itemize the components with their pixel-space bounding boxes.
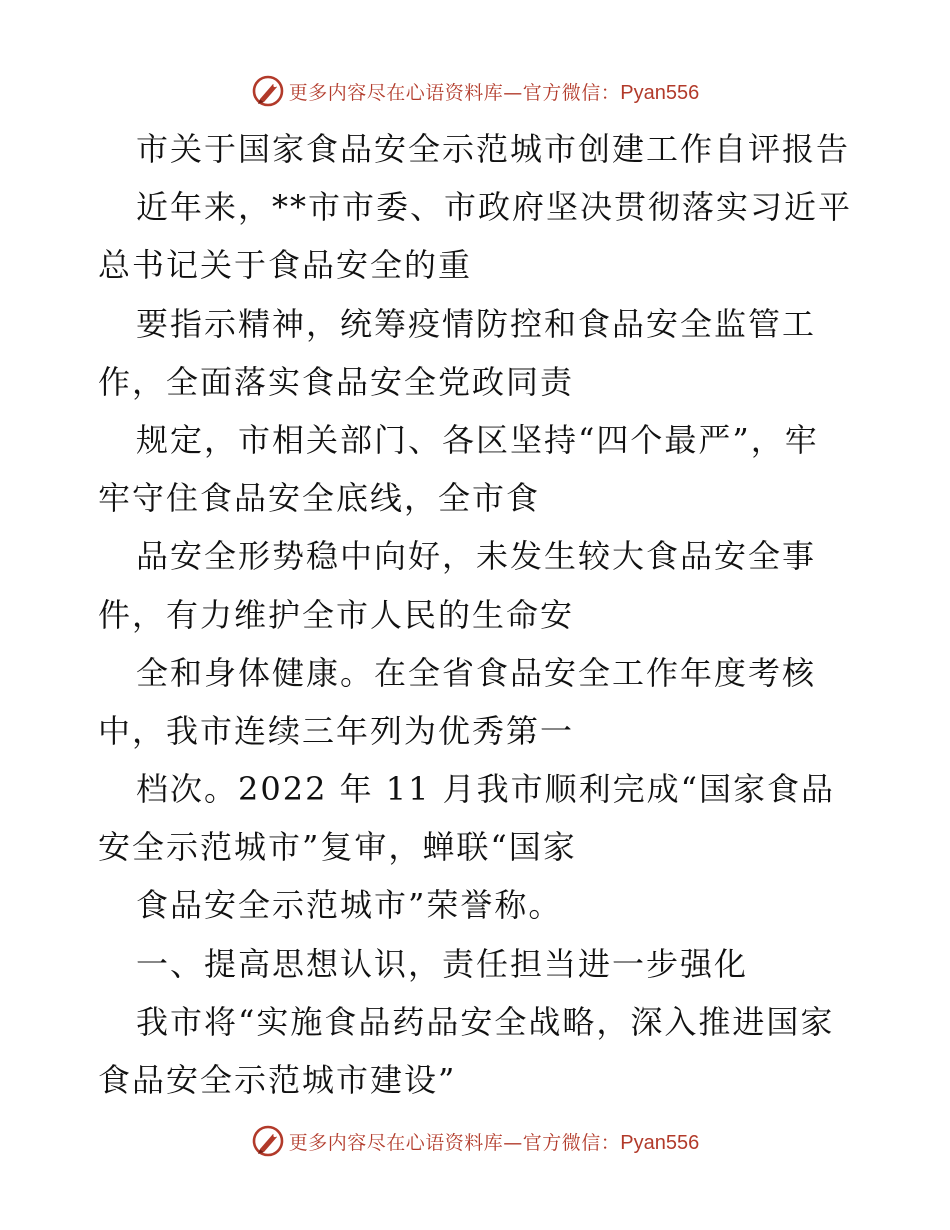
paragraph-line: 件，有力维护全市人民的生命安 (98, 595, 575, 634)
paragraph-line: 安全示范城市”复审，蝉联“国家 (98, 828, 577, 867)
paragraph-line: 牢守住食品安全底线，全市食 (98, 479, 541, 518)
watermark-text: 更多内容尽在心语资料库—官方微信：Pyan556 (288, 81, 700, 104)
watermark-text: 更多内容尽在心语资料库—官方微信：Pyan556 (288, 1131, 700, 1154)
document-title: 市关于国家食品安全示范城市创建工作自评报告 (136, 130, 851, 168)
paragraph-line: 近年来，**市市委、市政府坚决贯彻落实习近平 (136, 188, 853, 227)
paragraph-line: 全和身体健康。在全省食品安全工作年度考核 (136, 653, 817, 692)
paragraph-line: 品安全形势稳中向好，未发生较大食品安全事 (136, 537, 817, 576)
watermark-footer (0, 1121, 950, 1161)
seal-pen-icon (251, 74, 285, 108)
paragraph-line: 档次。2022 年 11 月我市顺利完成“国家食品 (136, 770, 836, 809)
paragraph-line: 要指示精神，统筹疫情防控和食品安全监管工 (136, 304, 817, 343)
watermark-header (0, 71, 950, 111)
paragraph-line: 作，全面落实食品安全党政同责 (98, 362, 575, 401)
paragraph-line: 我市将“实施食品药品安全战略，深入推进国家 (136, 1002, 835, 1041)
seal-pen-icon (251, 1124, 285, 1158)
paragraph-line: 食品安全示范城市”荣誉称。 (136, 886, 563, 925)
paragraph-line: 中，我市连续三年列为优秀第一 (98, 711, 575, 750)
document-body (98, 120, 854, 1109)
section-heading: 一、提高思想认识，责任担当进一步强化 (136, 944, 749, 983)
paragraph-line: 总书记关于食品安全的重 (98, 246, 473, 285)
paragraph-line: 食品安全示范城市建设” (98, 1061, 457, 1099)
paragraph-line: 规定，市相关部门、各区坚持“四个最严”，牢 (136, 420, 819, 459)
